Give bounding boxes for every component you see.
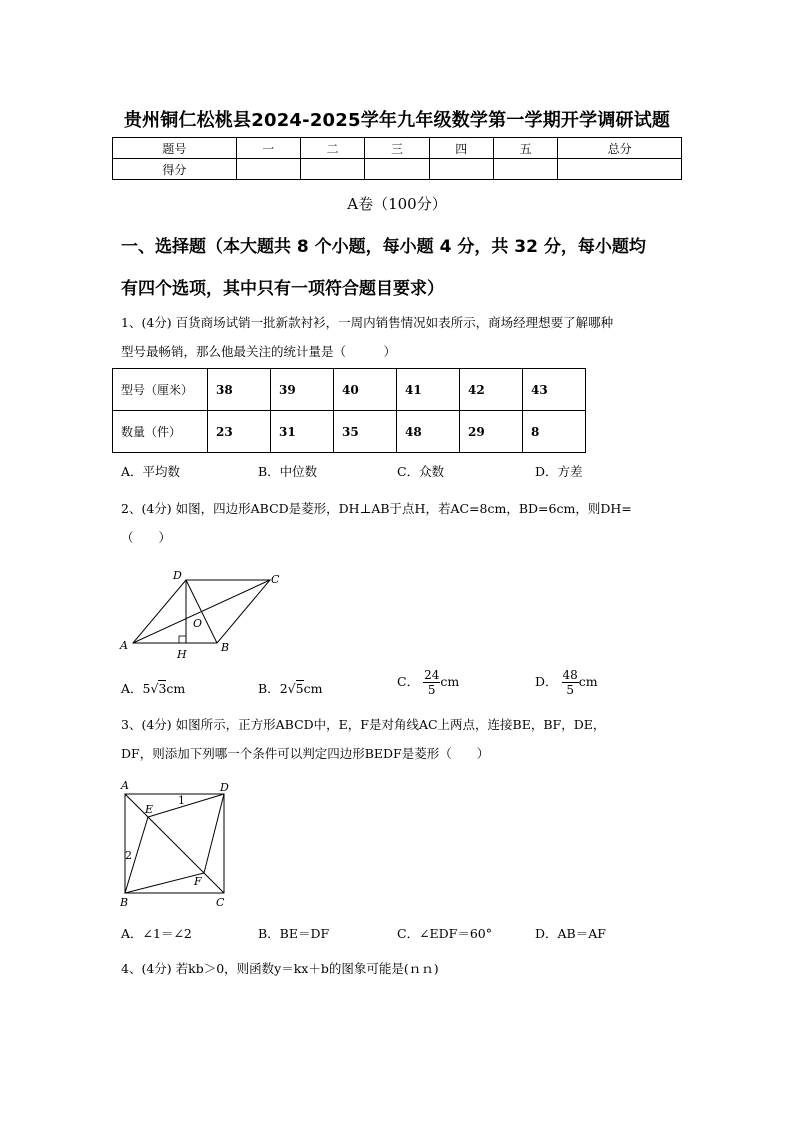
q2-option-b-unit: cm <box>303 681 323 696</box>
quantity-row <box>113 411 586 453</box>
question-2-line1: 2、(4分) 如图，四边形ABCD是菱形，DH⊥AB于点H，若AC=8cm，BD=6cm，则DH= <box>121 501 632 516</box>
quantity-cell: 29 <box>460 411 523 453</box>
q2-option-a-unit: cm <box>166 681 186 696</box>
score-header-cell: 一 <box>236 138 300 159</box>
score-cell <box>300 159 364 180</box>
score-cell <box>493 159 557 180</box>
question-4-line1: 4、(4分) 若kb＞0，则函数y＝kx＋b的图象可能是(ｎｎ) <box>121 961 439 976</box>
score-header-cell: 题号 <box>113 138 237 159</box>
q3-option-a[interactable]: A．∠1＝∠2 <box>121 926 192 941</box>
label-c: C <box>271 573 280 586</box>
q2-option-d-letter: D． <box>535 674 558 689</box>
quantity-cell: 23 <box>208 411 271 453</box>
score-header-cell: 总分 <box>558 138 682 159</box>
q2-option-a[interactable] <box>121 679 185 697</box>
label-angle-2: 2 <box>125 849 132 862</box>
q2-option-c-numerator: 24 <box>424 668 440 682</box>
sqrt-icon: √ <box>150 681 159 696</box>
size-row <box>113 369 586 411</box>
label-b: B <box>120 896 129 908</box>
section-heading-line2: 有四个选项，其中只有一项符合题目要求） <box>121 279 444 299</box>
q3-option-d[interactable]: D．AB＝AF <box>535 926 606 941</box>
q1-option-c[interactable]: C．众数 <box>397 464 445 479</box>
q2-option-d-fraction <box>562 668 579 697</box>
score-cell <box>236 159 300 180</box>
label-d: D <box>220 781 229 794</box>
q2-option-a-radicand: 3 <box>158 681 167 696</box>
square-figure <box>115 776 245 908</box>
label-a: A <box>120 639 128 652</box>
question-3-line1: 3、(4分) 如图所示，正方形ABCD中，E，F是对角线AC上两点，连接BE，BF，DE， <box>121 717 606 732</box>
label-b: B <box>221 641 230 654</box>
score-cell <box>429 159 493 180</box>
score-table-header-row <box>113 138 682 159</box>
score-header-cell: 四 <box>429 138 493 159</box>
score-header-cell: 三 <box>365 138 429 159</box>
size-cell: 38 <box>208 369 271 411</box>
label-h: H <box>177 648 187 661</box>
score-table-score-row <box>113 159 682 180</box>
q2-option-c[interactable] <box>397 668 459 697</box>
label-a: A <box>121 779 129 792</box>
score-cell <box>558 159 682 180</box>
question-2-line2: （ ） <box>121 530 172 545</box>
q2-option-d[interactable] <box>535 668 598 697</box>
question-1-line1: 1、(4分) 百货商场试销一批新款衬衫，一周内销售情况如表所示，商场经理想要了解哪种 <box>121 315 614 330</box>
q3-option-b[interactable]: B．BE＝DF <box>258 926 330 941</box>
q2-option-c-letter: C． <box>397 674 420 689</box>
q2-option-c-unit: cm <box>440 674 460 689</box>
quantity-cell: 31 <box>271 411 334 453</box>
size-cell: 40 <box>334 369 397 411</box>
q1-option-d[interactable]: D．方差 <box>535 464 583 479</box>
q2-option-b-radicand: 5 <box>295 681 304 696</box>
label-c: C <box>216 896 225 908</box>
section-heading-line1: 一、选择题（本大题共 8 个小题，每小题 4 分，共 32 分，每小题均 <box>121 237 646 257</box>
label-d: D <box>173 569 182 582</box>
quantity-cell: 8 <box>523 411 586 453</box>
label-f: F <box>194 875 202 888</box>
score-row-label: 得分 <box>113 159 237 180</box>
size-cell: 41 <box>397 369 460 411</box>
label-e: E <box>145 803 154 816</box>
q2-option-c-denominator: 5 <box>427 683 436 697</box>
q2-option-c-fraction <box>423 668 440 697</box>
size-cell: 43 <box>523 369 586 411</box>
quantity-row-label: 数量（件） <box>113 411 208 453</box>
rhombus-figure <box>115 565 295 665</box>
quantity-cell: 48 <box>397 411 460 453</box>
q2-option-d-denominator: 5 <box>566 683 574 697</box>
quantity-cell: 35 <box>334 411 397 453</box>
volume-heading: A卷（100分） <box>347 195 447 213</box>
score-cell <box>365 159 429 180</box>
question-1-line2: 型号最畅销，那么他最关注的统计量是（ ） <box>121 344 397 359</box>
q2-option-b-letter: B． <box>258 681 280 696</box>
q2-option-b-coef: 2 <box>279 681 288 696</box>
page-title: 贵州铜仁松桃县2024-2025学年九年级数学第一学期开学调研试题 <box>123 110 671 131</box>
score-header-cell: 五 <box>493 138 557 159</box>
q2-option-a-letter: A． <box>121 681 143 696</box>
q2-option-d-numerator: 48 <box>562 668 578 682</box>
size-cell: 42 <box>460 369 523 411</box>
score-table <box>112 137 682 180</box>
question-3-line2: DF，则添加下列哪一个条件可以判定四边形BEDF是菱形（ ） <box>121 746 490 761</box>
score-header-cell: 二 <box>300 138 364 159</box>
q1-option-a[interactable]: A．平均数 <box>121 464 181 479</box>
q1-option-b[interactable]: B．中位数 <box>258 464 318 479</box>
size-cell: 39 <box>271 369 334 411</box>
sqrt-icon: √ <box>287 681 296 696</box>
size-sales-table <box>112 368 586 453</box>
q2-option-a-coef: 5 <box>142 681 151 696</box>
label-o: O <box>193 617 203 630</box>
size-row-label: 型号（厘米） <box>113 369 208 411</box>
q3-option-c[interactable]: C．∠EDF＝60° <box>397 926 493 941</box>
q2-option-d-unit: cm <box>578 674 598 689</box>
q2-option-b[interactable] <box>258 679 322 697</box>
label-angle-1: 1 <box>178 794 185 807</box>
